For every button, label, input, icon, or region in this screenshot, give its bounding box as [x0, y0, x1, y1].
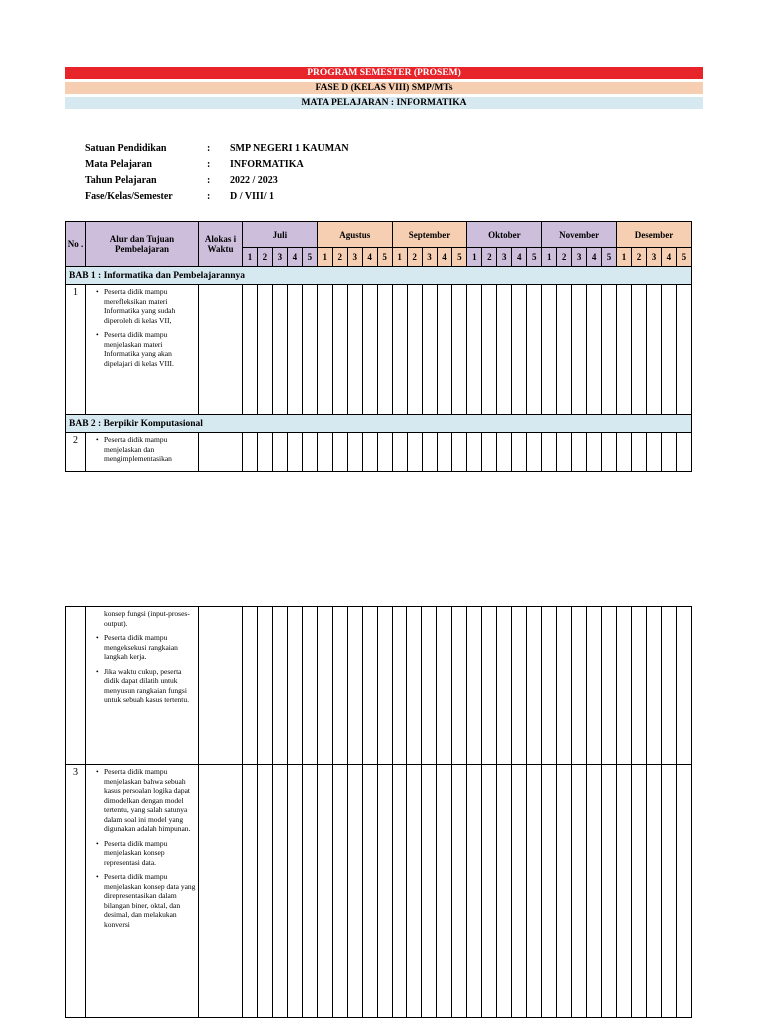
alur-cell — [86, 607, 199, 765]
schedule-cell — [317, 607, 332, 765]
month-juli: Juli — [243, 222, 318, 248]
week-header-cell: 3 — [497, 248, 512, 267]
schedule-cell — [572, 285, 587, 415]
schedule-cell — [527, 433, 542, 472]
list-item: konsep fungsi (input-proses-output). — [104, 609, 190, 628]
schedule-cell — [243, 607, 258, 765]
schedule-cell — [199, 765, 243, 1018]
week-header-cell: 4 — [661, 248, 676, 267]
col-no-header: No . — [66, 222, 86, 267]
schedule-cell — [272, 285, 287, 415]
alur-cell — [86, 433, 199, 472]
row-number — [66, 607, 86, 765]
list-item: • Peserta didik mampu menjelaskan materi Informatika yang akan dipelajari di kelas VIII. — [104, 330, 196, 368]
week-header-cell: 1 — [392, 248, 407, 267]
schedule-cell — [512, 433, 527, 472]
schedule-cell — [287, 765, 302, 1018]
schedule-cell — [542, 765, 557, 1018]
schedule-cell — [572, 433, 587, 472]
schedule-cell — [347, 285, 362, 415]
week-header-cell: 3 — [272, 248, 287, 267]
week-header-cell: 2 — [407, 248, 422, 267]
week-header-cell: 5 — [377, 248, 392, 267]
schedule-cell — [527, 285, 542, 415]
schedule-cell — [467, 285, 482, 415]
week-header-cell: 4 — [287, 248, 302, 267]
schedule-cell — [646, 607, 661, 765]
prosem-table-continued — [65, 606, 692, 1018]
week-header-cell: 5 — [602, 248, 617, 267]
schedule-cell — [452, 607, 467, 765]
schedule-cell — [272, 433, 287, 472]
schedule-cell — [602, 433, 617, 472]
info-colon: : — [207, 191, 211, 202]
schedule-cell — [437, 433, 452, 472]
bab2-row — [66, 415, 692, 433]
col-alur-header: Alur dan Tujuan Pembelajaran — [86, 222, 199, 267]
schedule-cell — [317, 433, 332, 472]
schedule-cell — [602, 285, 617, 415]
schedule-cell — [199, 433, 243, 472]
table-row — [66, 765, 692, 1018]
schedule-cell — [243, 285, 258, 415]
schedule-cell — [317, 285, 332, 415]
list-item: • Jika waktu cukup, peserta didik dapat dilatih untuk menyusun rangkaian fungsi untuk sebuah kasus tertentu. — [104, 667, 196, 705]
schedule-cell — [392, 765, 407, 1018]
week-header-cell: 1 — [243, 248, 258, 267]
table-row — [66, 285, 692, 415]
schedule-cell — [332, 765, 347, 1018]
schedule-cell — [422, 607, 437, 765]
week-header-cell: 2 — [557, 248, 572, 267]
week-header-cell: 1 — [542, 248, 557, 267]
schedule-cell — [587, 433, 602, 472]
schedule-cell — [497, 765, 512, 1018]
schedule-cell — [646, 285, 661, 415]
info-colon: : — [207, 159, 211, 170]
schedule-cell — [302, 285, 317, 415]
schedule-cell — [377, 285, 392, 415]
schedule-cell — [482, 433, 497, 472]
schedule-cell — [661, 433, 676, 472]
schedule-cell — [632, 433, 647, 472]
list-item: • Peserta didik mampu mengeksekusi rangkaian langkah kerja. — [104, 633, 196, 662]
schedule-cell — [616, 607, 631, 765]
week-header-cell: 3 — [646, 248, 661, 267]
alur-cell — [86, 765, 199, 1018]
week-header-cell: 2 — [257, 248, 272, 267]
schedule-cell — [467, 607, 482, 765]
schedule-cell — [557, 765, 572, 1018]
info-label: Fase/Kelas/Semester — [85, 191, 173, 202]
schedule-cell — [407, 433, 422, 472]
schedule-cell — [362, 285, 377, 415]
schedule-cell — [571, 765, 586, 1018]
info-colon: : — [207, 175, 211, 186]
row-number: 2 — [66, 433, 86, 472]
week-header-cell: 2 — [632, 248, 647, 267]
schedule-cell — [452, 285, 467, 415]
schedule-cell — [586, 765, 601, 1018]
list-item: • Peserta didik mampu menjelaskan dan mengimplementasikan — [104, 435, 196, 464]
week-header-cell: 5 — [302, 248, 317, 267]
banner-subject: MATA PELAJARAN : INFORMATIKA — [65, 97, 703, 109]
schedule-cell — [661, 765, 676, 1018]
schedule-cell — [497, 433, 512, 472]
schedule-cell — [332, 607, 347, 765]
schedule-cell — [497, 285, 512, 415]
schedule-cell — [407, 285, 422, 415]
schedule-cell — [586, 607, 601, 765]
schedule-cell — [362, 765, 377, 1018]
schedule-cell — [676, 433, 691, 472]
banner-title: PROGRAM SEMESTER (PROSEM) — [65, 67, 703, 79]
schedule-cell — [287, 607, 302, 765]
schedule-cell — [332, 285, 347, 415]
schedule-cell — [199, 285, 243, 415]
schedule-cell — [527, 765, 542, 1018]
schedule-cell — [407, 607, 422, 765]
schedule-cell — [632, 285, 647, 415]
schedule-cell — [317, 765, 332, 1018]
schedule-cell — [302, 607, 317, 765]
schedule-cell — [557, 285, 572, 415]
week-header-cell: 1 — [467, 248, 482, 267]
week-header-cell: 4 — [362, 248, 377, 267]
schedule-cell — [452, 433, 467, 472]
schedule-cell — [257, 607, 272, 765]
row-number: 1 — [66, 285, 86, 415]
schedule-cell — [302, 433, 317, 472]
schedule-cell — [542, 607, 557, 765]
row-number: 3 — [66, 765, 86, 1018]
schedule-cell — [467, 765, 482, 1018]
info-label: Satuan Pendidikan — [85, 143, 167, 154]
banner-phase: FASE D (KELAS VIII) SMP/MTs — [65, 82, 703, 94]
month-header-row — [66, 222, 692, 248]
schedule-cell — [437, 285, 452, 415]
col-alokasi-header: Alokas i Waktu — [199, 222, 243, 267]
month-november: November — [542, 222, 617, 248]
schedule-cell — [392, 285, 407, 415]
schedule-cell — [676, 285, 691, 415]
alur-cell — [86, 285, 199, 415]
week-header-cell: 1 — [617, 248, 632, 267]
week-header-cell: 4 — [512, 248, 527, 267]
info-value: INFORMATIKA — [230, 159, 304, 170]
schedule-cell — [557, 433, 572, 472]
info-value: 2022 / 2023 — [230, 175, 278, 186]
schedule-cell — [617, 433, 632, 472]
schedule-cell — [676, 607, 691, 765]
schedule-cell — [362, 433, 377, 472]
list-item: • Peserta didik mampu menjelaskan konsep representasi data. — [104, 839, 196, 868]
bab1-row — [66, 267, 692, 285]
info-value: D / VIII/ 1 — [230, 191, 274, 202]
schedule-cell — [587, 285, 602, 415]
list-item: • Peserta didik mampu menjelaskan konsep data yang direpresentasikan dalam bilangan biner, oktal, dan desimal, dan melakukan konversi — [104, 872, 196, 929]
schedule-cell — [437, 765, 452, 1018]
schedule-cell — [257, 433, 272, 472]
schedule-cell — [601, 607, 616, 765]
table-row — [66, 607, 692, 765]
schedule-cell — [243, 433, 258, 472]
schedule-cell — [199, 607, 243, 765]
schedule-cell — [482, 607, 497, 765]
schedule-cell — [302, 765, 317, 1018]
schedule-cell — [272, 607, 287, 765]
schedule-cell — [646, 765, 661, 1018]
week-header-cell: 3 — [347, 248, 362, 267]
info-value: SMP NEGERI 1 KAUMAN — [230, 143, 349, 154]
schedule-cell — [422, 285, 437, 415]
schedule-cell — [362, 607, 377, 765]
schedule-cell — [557, 607, 572, 765]
week-header-cell: 3 — [572, 248, 587, 267]
schedule-cell — [347, 607, 362, 765]
list-item: • Peserta didik mampu merefleksikan materi Informatika yang sudah diperoleh di kelas VII, — [104, 287, 196, 325]
week-header-cell: 2 — [482, 248, 497, 267]
schedule-cell — [392, 607, 407, 765]
schedule-cell — [527, 607, 542, 765]
schedule-cell — [422, 765, 437, 1018]
schedule-cell — [272, 765, 287, 1018]
schedule-cell — [332, 433, 347, 472]
week-header-cell: 4 — [587, 248, 602, 267]
bab2-title: BAB 2 : Berpikir Komputasional — [66, 415, 692, 433]
schedule-cell — [482, 285, 497, 415]
schedule-cell — [422, 433, 437, 472]
schedule-cell — [512, 765, 527, 1018]
schedule-cell — [646, 433, 661, 472]
schedule-cell — [482, 765, 497, 1018]
schedule-cell — [512, 607, 527, 765]
month-oktober: Oktober — [467, 222, 542, 248]
week-header-cell: 5 — [676, 248, 691, 267]
info-label: Tahun Pelajaran — [85, 175, 157, 186]
week-header-cell: 2 — [332, 248, 347, 267]
table-row — [66, 433, 692, 472]
week-header-cell: 4 — [437, 248, 452, 267]
schedule-cell — [287, 285, 302, 415]
schedule-cell — [676, 765, 691, 1018]
schedule-cell — [392, 433, 407, 472]
schedule-cell — [377, 607, 392, 765]
schedule-cell — [661, 285, 676, 415]
schedule-cell — [512, 285, 527, 415]
schedule-cell — [631, 765, 646, 1018]
schedule-cell — [571, 607, 586, 765]
schedule-cell — [287, 433, 302, 472]
month-agustus: Agustus — [317, 222, 392, 248]
schedule-cell — [347, 765, 362, 1018]
week-header-cell: 5 — [527, 248, 542, 267]
schedule-cell — [601, 765, 616, 1018]
bab1-title: BAB 1 : Informatika dan Pembelajarannya — [66, 267, 692, 285]
info-colon: : — [207, 143, 211, 154]
schedule-cell — [243, 765, 258, 1018]
prosem-table — [65, 221, 692, 472]
schedule-cell — [542, 285, 557, 415]
month-desember: Desember — [617, 222, 692, 248]
month-september: September — [392, 222, 467, 248]
schedule-cell — [631, 607, 646, 765]
week-header-cell: 5 — [452, 248, 467, 267]
schedule-cell — [452, 765, 467, 1018]
schedule-cell — [347, 433, 362, 472]
info-label: Mata Pelajaran — [85, 159, 152, 170]
schedule-cell — [257, 765, 272, 1018]
schedule-cell — [617, 285, 632, 415]
schedule-cell — [497, 607, 512, 765]
week-header-cell: 3 — [422, 248, 437, 267]
schedule-cell — [616, 765, 631, 1018]
schedule-cell — [377, 433, 392, 472]
schedule-cell — [661, 607, 676, 765]
schedule-cell — [377, 765, 392, 1018]
week-header-cell: 1 — [317, 248, 332, 267]
schedule-cell — [542, 433, 557, 472]
list-item: • Peserta didik mampu menjelaskan bahwa sebuah kasus persoalan logika dapat dimodelkan dengan model tertentu, yang salah satunya dalam soal ini model yang digunakan adalah himpunan. — [104, 767, 196, 834]
schedule-cell — [467, 433, 482, 472]
schedule-cell — [437, 607, 452, 765]
schedule-cell — [257, 285, 272, 415]
schedule-cell — [407, 765, 422, 1018]
